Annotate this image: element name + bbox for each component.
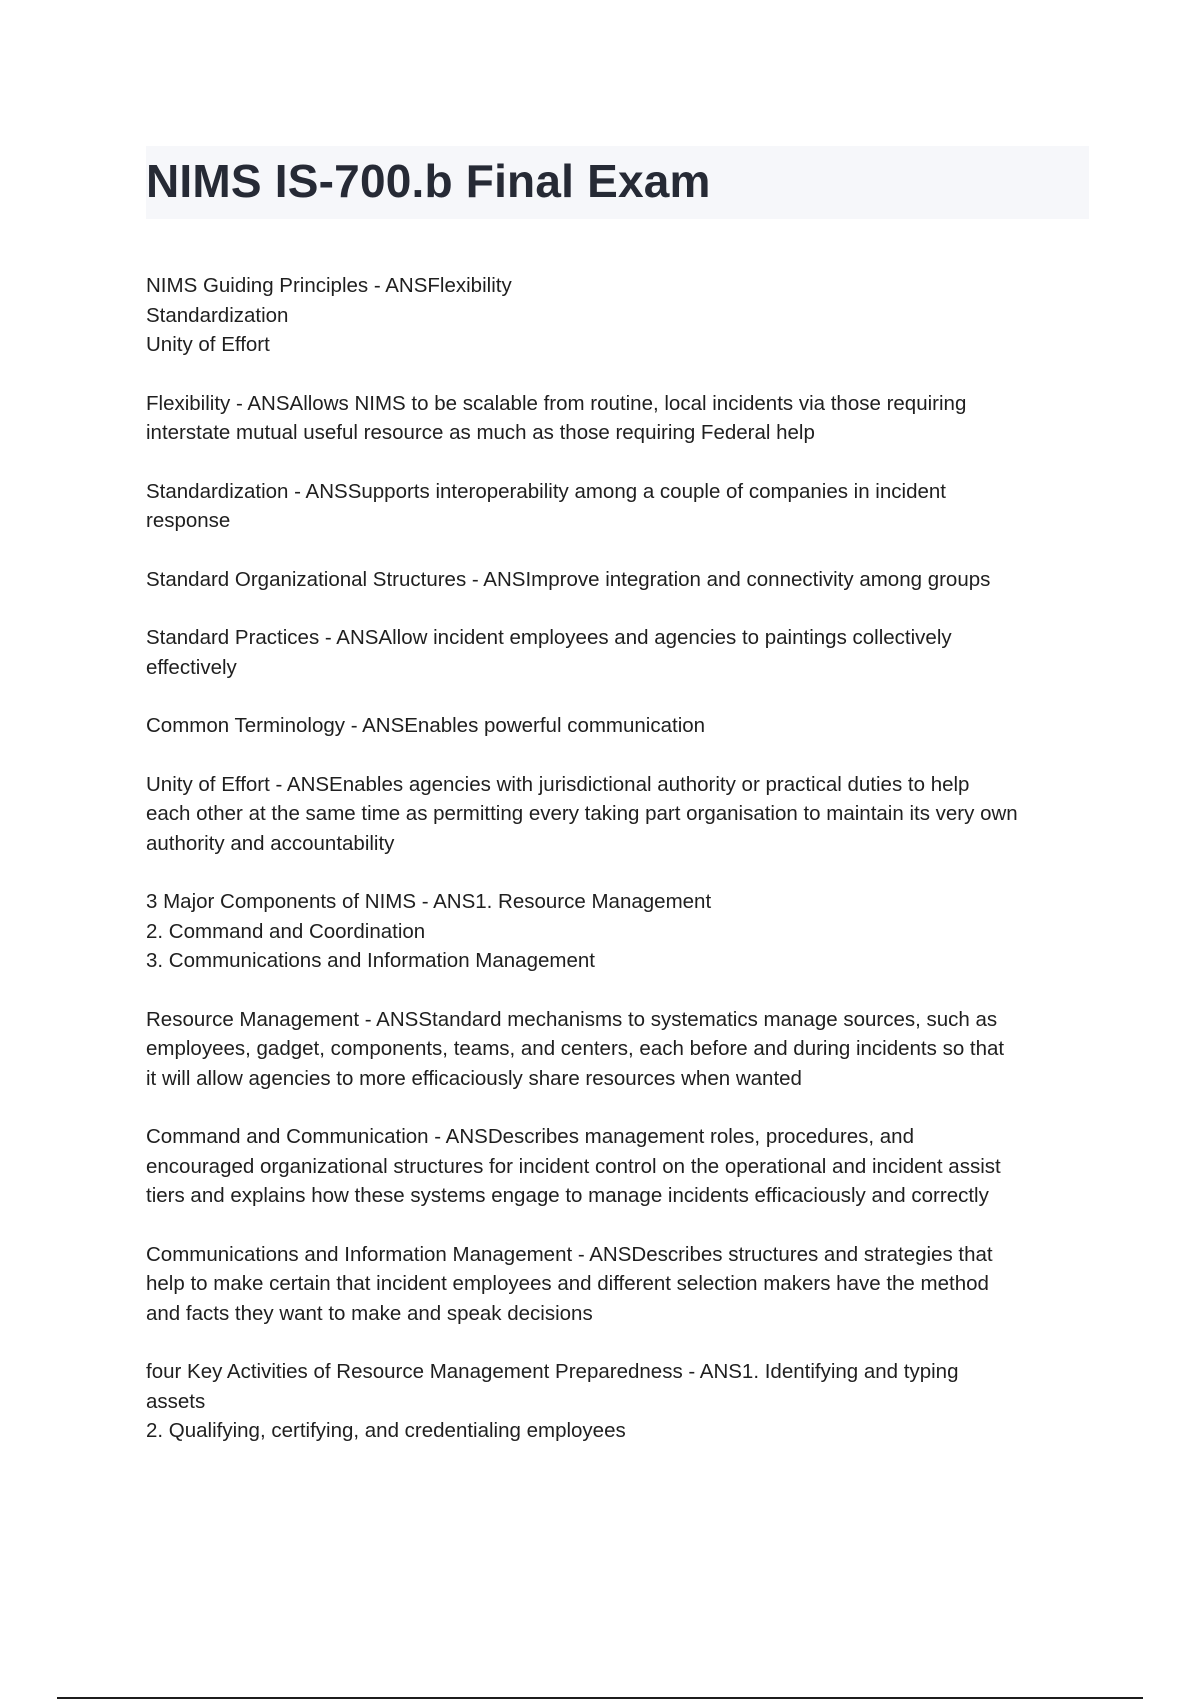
qa-entry [146,271,1091,360]
qa-entry [146,389,1091,448]
qa-entry [146,887,1091,976]
entry-line: each other at the same time as permitting every taking part organisation to maintain its very own [146,802,1018,825]
qa-entry [146,1122,1091,1211]
page-title: NIMS IS-700.b Final Exam [146,155,711,207]
entry-line: Flexibility - ANSAllows NIMS to be scalable from routine, local incidents via those requiring [146,391,967,415]
qa-entry [146,1005,1091,1094]
qa-entry [146,477,1091,536]
document-body [146,271,1091,1475]
entry-line: 2. Qualifying, certifying, and credentialing employees [146,1419,626,1442]
entry-line: 3. Communications and Information Management [146,949,595,972]
entry-line: four Key Activities of Resource Management Preparedness - ANS1. Identifying and typing [146,1360,959,1383]
entry-line: interstate mutual useful resource as much as those requiring Federal help [146,421,815,444]
title-banner [146,146,1089,219]
entry-line: Standardization [146,303,289,327]
qa-entry [146,1357,1091,1446]
entry-line: NIMS Guiding Principles - ANSFlexibility [146,274,512,297]
entry-line: help to make certain that incident employees and different selection makers have the method [146,1272,989,1295]
entry-line: tiers and explains how these systems engage to manage incidents efficaciously and correctly [146,1184,989,1207]
entry-line: authority and accountability [146,831,395,855]
entry-line: and facts they want to make and speak decisions [146,1301,593,1325]
entry-line: assets [146,1389,206,1413]
entry-line: Standard Organizational Structures - ANSImprove integration and connectivity among groups [146,567,991,591]
entry-line: response [146,509,231,532]
qa-entry [146,1240,1091,1329]
entry-line: Unity of Effort [146,333,270,356]
entry-line: Resource Management - ANSStandard mechanisms to systematics manage sources, such as [146,1007,998,1031]
entry-line: Command and Communication - ANSDescribes management roles, procedures, and [146,1125,914,1148]
entry-line: Unity of Effort - ANSEnables agencies with jurisdictional authority or practical duties to help [146,772,970,796]
entry-line: encouraged organizational structures for incident control on the operational and incident assist [146,1154,1001,1178]
entry-line: Standard Practices - ANSAllow incident employees and agencies to paintings collectively [146,626,952,649]
entry-line: 2. Command and Coordination [146,919,426,943]
entry-line: Standardization - ANSSupports interoperability among a couple of companies in incident [146,479,946,503]
entry-line: effectively [146,655,237,679]
qa-entry [146,711,1091,741]
entry-line: it will allow agencies to more efficaciously share resources when wanted [146,1066,802,1090]
entry-line: employees, gadget, components, teams, and centers, each before and during incidents so that [146,1037,1005,1060]
entry-line: Communications and Information Management - ANSDescribes structures and strategies that [146,1242,993,1266]
qa-entry [146,770,1091,859]
entry-line: 3 Major Components of NIMS - ANS1. Resource Management [146,890,712,913]
qa-entry [146,565,1091,595]
qa-entry [146,623,1091,682]
entry-line: Common Terminology - ANSEnables powerful communication [146,714,706,737]
footer-divider [57,1697,1143,1699]
